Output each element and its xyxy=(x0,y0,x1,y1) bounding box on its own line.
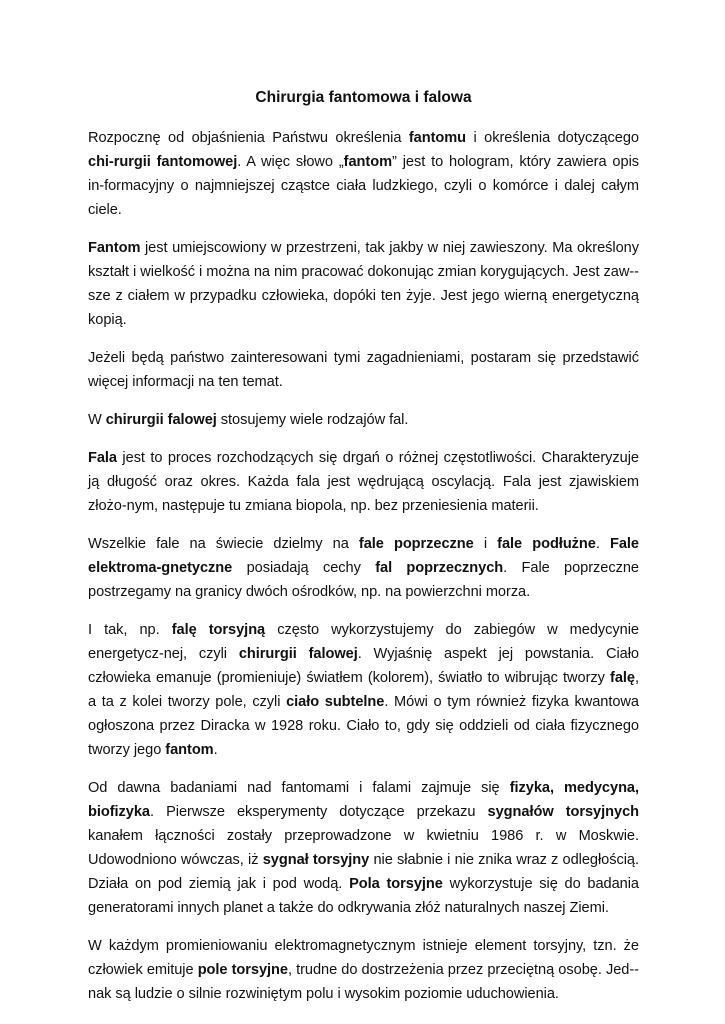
text-run: , trudne do dostrzeżenia przez przeciętną osobę. Jed-nak są ludzie o silnie rozwiniętym polu i wysokim poziomie uduchowienia. xyxy=(88,962,640,1002)
text-run: często wykorzystujemy do zabiegów w medycynie energetycz-nej, czyli xyxy=(88,622,639,662)
text-run: i określenia dotyczącego xyxy=(466,130,639,146)
text-run: . xyxy=(213,742,218,758)
bold-term: falę torsyjną xyxy=(171,622,266,638)
text-run: . Wyjaśnię aspekt jej powstania. Ciało człowieka emanuje (promieniuje) światłem (kolorem), światło to wibrując tworzy xyxy=(88,646,639,686)
text-run: . A więc słowo „ xyxy=(237,154,344,170)
text-run: jest umiejscowiony w przestrzeni, tak jakby w niej zawieszony. Ma określony kształt i wielkość i można na nim pracować dokonując zmian korygujących. Jest zaw-sze z ciałem w przypadku człowieka, dopóki ten żyje. Jest jego wierną energetyczną kopią. xyxy=(88,240,639,328)
text-run: ” jest to hologram, który zawiera opis in-formacyjny o najmniejszej cząstce ciała ludzkiego, czyli o komórce i dalej całym ciele. xyxy=(88,154,640,218)
text-run: kanałem łączności zostały przeprowadzone w kwietniu 1986 r. w Moskwie. Udowodniono wówczas, iż xyxy=(88,828,639,868)
text-run: . Pierwsze eksperymenty dotyczące przekazu xyxy=(150,804,488,820)
paragraph-2 xyxy=(88,236,639,332)
text-run: Od dawna badaniami nad fantomami i falami zajmuje się xyxy=(88,780,510,796)
text-run: I tak, np. xyxy=(88,622,172,638)
text-run: . Mówi o tym również fizyka kwantowa ogłoszona przez Diracka w 1928 roku. Ciało to, gdy się oddzieli od ciała fizycznego tworzy jego xyxy=(88,694,639,758)
text-run: Jeżeli będą państwo zainteresowani tymi zagadnieniami, postaram się przedstawić więcej informacji na ten temat. xyxy=(88,350,639,390)
text-run: jest to proces rozchodzących się drgań o różnej częstotliwości. Charakteryzuje ją długość oraz okres. Każda fala jest wędrującą oscylacją. Fala jest zjawiskiem złożo-nym, następuje tu zmiana biopola, np. bez przeniesienia materii. xyxy=(88,450,639,514)
bold-term: fale poprzeczne xyxy=(358,536,474,552)
paragraph-5 xyxy=(88,446,639,518)
text-run: W xyxy=(88,412,106,428)
bold-term: pole torsyjne xyxy=(197,962,288,978)
paragraph-3 xyxy=(88,346,639,394)
bold-term: Fantom xyxy=(88,240,141,256)
bold-term: chi-rurgii fantomowej xyxy=(88,154,238,170)
bold-term: fantom xyxy=(165,742,214,758)
text-run: stosujemy wiele rodzajów fal. xyxy=(216,412,409,428)
paragraph-8 xyxy=(88,776,639,920)
document-body xyxy=(88,126,639,1006)
text-run: W każdym promieniowaniu elektromagnetycznym istnieje element torsyjny, tzn. że człowiek emituje xyxy=(88,938,639,978)
text-run: Wszelkie fale na świecie dzielmy na xyxy=(88,536,359,552)
text-run: posiadają cechy xyxy=(232,560,376,576)
bold-term: sygnałów torsyjnych xyxy=(487,804,639,820)
bold-term: fale podłużne xyxy=(497,536,596,552)
text-run: . xyxy=(595,536,610,552)
text-run: , a ta z kolei tworzy pole, czyli xyxy=(88,670,639,710)
paragraph-6 xyxy=(88,532,639,604)
bold-term: Fala xyxy=(88,450,118,466)
bold-term: Fale elektroma-gnetyczne xyxy=(88,536,639,576)
bold-term: chirurgii falowej xyxy=(105,412,217,428)
bold-term: sygnał torsyjny xyxy=(262,852,370,868)
bold-term: ciało subtelne xyxy=(286,694,385,710)
paragraph-4 xyxy=(88,408,639,432)
bold-term: falę xyxy=(610,670,635,686)
paragraph-9 xyxy=(88,934,639,1006)
bold-term: fal poprzecznych xyxy=(375,560,504,576)
text-run: i xyxy=(473,536,498,552)
bold-term: fantomu xyxy=(408,130,467,146)
paragraph-7 xyxy=(88,618,639,762)
bold-term: fizyka, medycyna, biofizyka xyxy=(88,780,640,820)
text-run: wykorzystuje się do badania generatorami innych planet a także do odkrywania złóż naturalnych naszej Ziemi. xyxy=(88,876,639,916)
document-title: Chirurgia fantomowa i falowa xyxy=(255,89,472,106)
text-run: . Fale poprzeczne postrzegamy na granicy dwóch ośrodków, np. na powierzchni morza. xyxy=(88,560,640,600)
text-run: nie słabnie i nie znika wraz z odległością. Działa on pod ziemią jak i pod wodą. xyxy=(88,852,640,892)
bold-term: fantom xyxy=(343,154,393,170)
bold-term: Pola torsyjne xyxy=(349,876,443,892)
bold-term: chirurgii falowej xyxy=(238,646,358,662)
text-run: Rozpocznę od objaśnienia Państwu określenia xyxy=(88,130,409,146)
paragraph-1 xyxy=(88,126,639,222)
